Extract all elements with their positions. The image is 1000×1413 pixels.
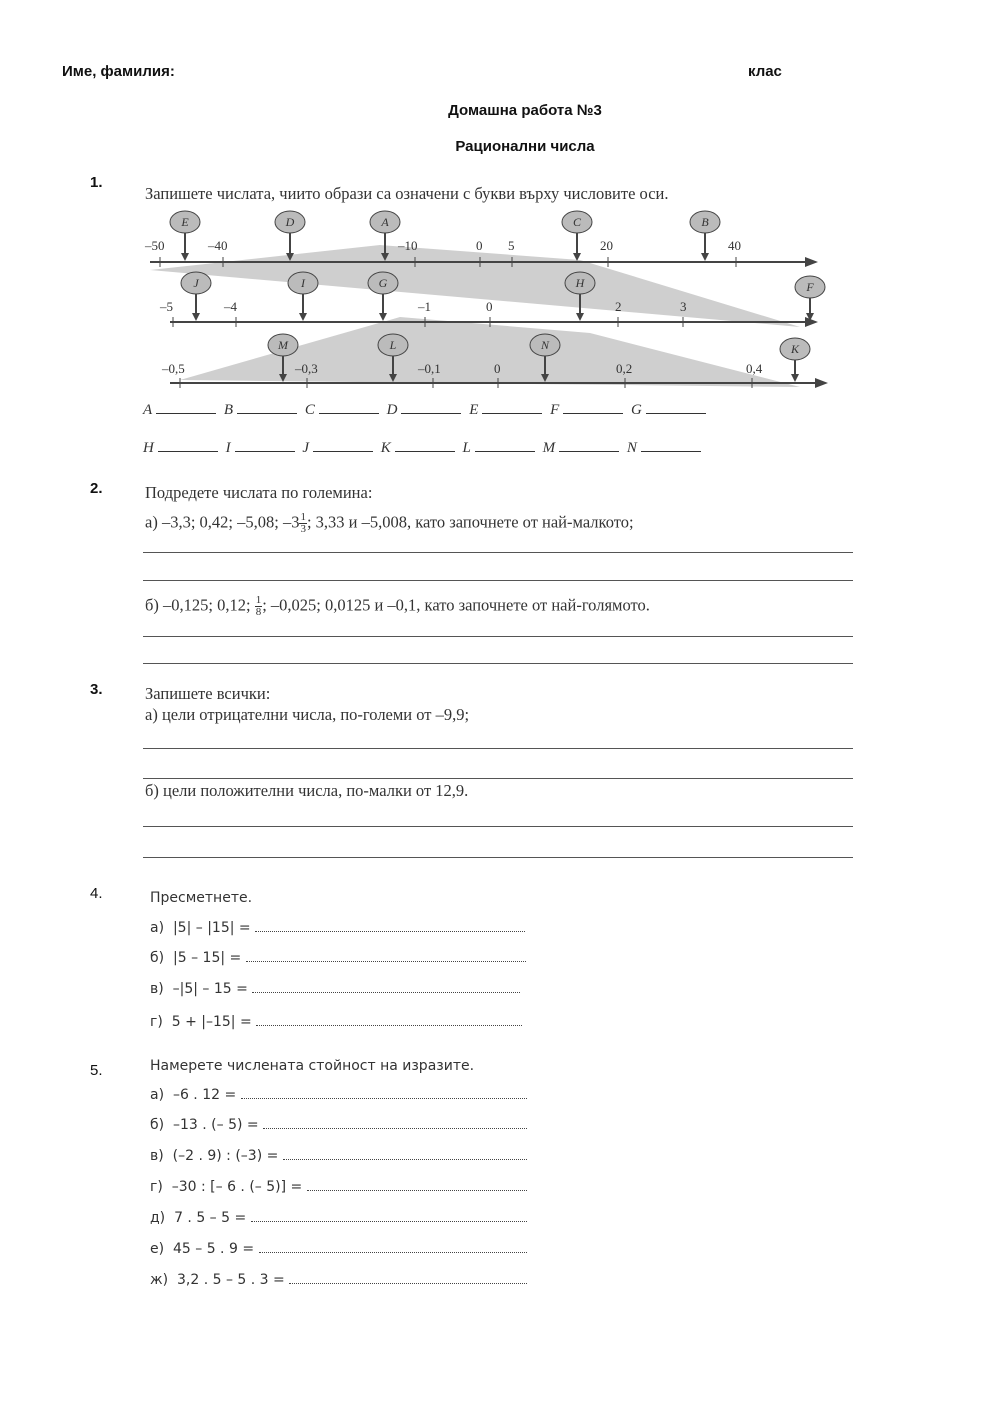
q5-item-a: а) –6 . 12 = <box>150 1086 530 1103</box>
answer-D[interactable] <box>401 403 461 414</box>
q5-item-f: е) 45 – 5 . 9 = <box>150 1240 530 1257</box>
svg-text:G: G <box>378 276 388 290</box>
answer-A[interactable] <box>156 403 216 414</box>
q5-answer-c[interactable] <box>283 1147 527 1160</box>
answer-C[interactable] <box>319 403 379 414</box>
q5-item-d: г) –30 : [– 6 . (– 5)] = <box>150 1178 530 1195</box>
axis3-tick-1: –0,3 <box>295 361 318 376</box>
q5-text: Намерете числената стойност на изразите. <box>150 1058 475 1074</box>
q5-answer-d[interactable] <box>307 1178 527 1191</box>
svg-text:E: E <box>181 215 189 229</box>
axis1-tick-3: 0 <box>476 238 483 253</box>
axis2-tick-2: –1 <box>418 299 431 314</box>
svg-text:D: D <box>285 215 295 229</box>
axis2-tick-4: 2 <box>615 299 622 314</box>
answer-I[interactable] <box>235 441 295 452</box>
q2-a-line-1[interactable] <box>143 552 853 553</box>
answer-F[interactable] <box>563 403 623 414</box>
axis3-tick-2: –0,1 <box>418 361 441 376</box>
q1-answers-row2: H I J K L M N <box>143 440 705 457</box>
q4-number: 4. <box>90 885 103 902</box>
marker-I <box>288 272 318 321</box>
svg-text:I: I <box>301 276 305 290</box>
q5-answer-g[interactable] <box>289 1271 527 1284</box>
marker-J <box>181 272 211 321</box>
answer-B[interactable] <box>237 403 297 414</box>
name-label: Име, фамилия: <box>62 63 175 80</box>
svg-text:A: A <box>381 215 389 229</box>
q3-b-line-2[interactable] <box>143 857 853 858</box>
marker-B <box>690 211 720 261</box>
axis3-tick-4: 0,2 <box>616 361 633 376</box>
q4-item-b: б) |5 – 15| = <box>150 949 530 966</box>
q2-text: Подредете числата по големина: <box>145 483 373 502</box>
marker-D <box>275 211 305 261</box>
svg-text:L: L <box>389 338 397 352</box>
marker-F <box>795 276 825 321</box>
axis1-tick-2: –10 <box>398 238 418 253</box>
axis2-tick-5: 3 <box>680 299 687 314</box>
q4-item-c: в) –|5| – 15 = <box>150 980 530 997</box>
answer-E[interactable] <box>482 403 542 414</box>
q2-b-line-2[interactable] <box>143 663 853 664</box>
q5-item-g: ж) 3,2 . 5 – 5 . 3 = <box>150 1271 530 1288</box>
q1-number: 1. <box>90 174 103 191</box>
answer-M[interactable] <box>559 441 619 452</box>
svg-text:N: N <box>540 338 550 352</box>
q3-b-line-1[interactable] <box>143 826 853 827</box>
q2-number: 2. <box>90 480 103 497</box>
q3-a: а) цели отрицателни числа, по-големи от –9,9; <box>145 705 470 724</box>
axis1-tick-1: –40 <box>208 238 228 253</box>
q3-b: б) цели положителни числа, по-малки от 12,9. <box>145 781 469 800</box>
number-lines <box>140 205 840 405</box>
axis-1 <box>144 238 818 267</box>
answer-N[interactable] <box>641 441 701 452</box>
svg-text:B: B <box>701 215 709 229</box>
q5-number: 5. <box>90 1062 103 1079</box>
axis2-tick-1: –4 <box>224 299 237 314</box>
q2-b: б) –0,125; 0,12; $\frac{1}{8}$ ; –0,025; 0,0125 и –0,1, като започнете от най-голямото. <box>145 594 650 618</box>
svg-text:H: H <box>575 276 585 290</box>
q3-a-line-2[interactable] <box>143 778 853 779</box>
page-title: Домашна работа №3 <box>448 102 602 119</box>
axis1-tick-4: 5 <box>508 238 515 253</box>
q1-answers-row1: A B C D E F G <box>143 402 710 419</box>
axis1-tick-0: –50 <box>145 238 165 253</box>
q5-answer-e[interactable] <box>251 1209 527 1222</box>
q3-text: Запишете всички: <box>145 684 271 703</box>
q5-item-c: в) (–2 . 9) : (–3) = <box>150 1147 530 1164</box>
svg-text:C: C <box>572 215 582 229</box>
q4-item-a: а) |5| – |15| = <box>150 919 530 936</box>
q3-number: 3. <box>90 681 103 698</box>
q2-a: а) –3,3; 0,42; –5,08; –3 $\frac{1}{3}$ ; 3,33 и –5,008, като започнете от най-малкото; <box>145 511 634 535</box>
axis2-tick-0: –5 <box>160 299 173 314</box>
q1-text: Запишете числата, чиито образи са означени с букви върху числовите оси. <box>145 184 669 203</box>
axis2-tick-3: 0 <box>486 299 493 314</box>
q4-answer-b[interactable] <box>246 949 526 962</box>
shade-1 <box>150 245 800 327</box>
answer-J[interactable] <box>313 441 373 452</box>
q5-answer-b[interactable] <box>263 1116 527 1129</box>
marker-K <box>780 338 810 382</box>
axis3-tick-3: 0 <box>494 361 501 376</box>
axis3-tick-0: –0,5 <box>162 361 185 376</box>
answer-H[interactable] <box>158 441 218 452</box>
q3-a-line-1[interactable] <box>143 748 853 749</box>
axis1-tick-6: 40 <box>728 238 741 253</box>
q5-item-e: д) 7 . 5 – 5 = <box>150 1209 530 1226</box>
page-subtitle: Рационални числа <box>455 138 595 155</box>
answer-L[interactable] <box>475 441 535 452</box>
class-label: клас <box>748 63 782 80</box>
marker-C <box>562 211 592 261</box>
q4-answer-a[interactable] <box>255 919 525 932</box>
answer-K[interactable] <box>395 441 455 452</box>
svg-text:F: F <box>806 280 814 294</box>
q4-answer-c[interactable] <box>252 980 520 993</box>
q5-answer-f[interactable] <box>259 1240 527 1253</box>
answer-G[interactable] <box>646 403 706 414</box>
q2-a-line-2[interactable] <box>143 580 853 581</box>
q5-item-b: б) –13 . (– 5) = <box>150 1116 530 1133</box>
q4-item-d: г) 5 + |–15| = <box>150 1013 530 1030</box>
svg-text:J: J <box>193 276 199 290</box>
marker-E <box>170 211 200 261</box>
q4-answer-d[interactable] <box>256 1013 522 1026</box>
svg-text:M: M <box>278 338 288 352</box>
marker-G <box>368 272 398 321</box>
svg-text:K: K <box>790 342 800 356</box>
q2-b-line-1[interactable] <box>143 636 853 637</box>
q4-text: Пресметнете. <box>150 890 253 906</box>
q5-answer-a[interactable] <box>241 1086 527 1099</box>
axis3-tick-5: 0,4 <box>746 361 763 376</box>
axis1-tick-5: 20 <box>600 238 613 253</box>
